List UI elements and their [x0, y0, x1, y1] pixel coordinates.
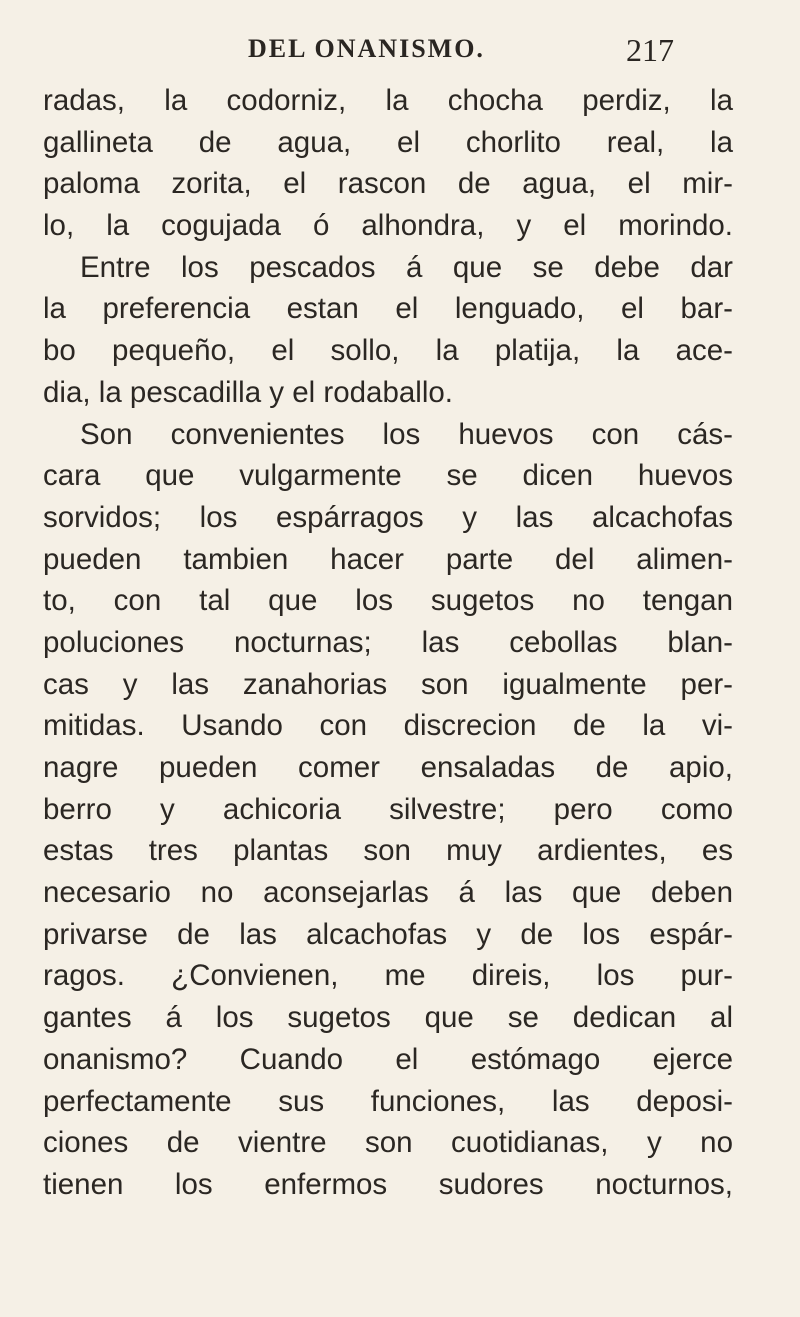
text-line: cas y las zanahorias son igualmente per-	[43, 667, 733, 701]
text-line: pueden tambien hacer parte del alimen-	[43, 542, 733, 576]
text-line: gantes á los sugetos que se dedican al	[43, 1001, 733, 1035]
text-line: bo pequeño, el sollo, la platija, la ace-	[43, 334, 733, 368]
text-line: dia, la pescadilla y el rodaballo.	[43, 375, 453, 409]
text-line: privarse de las alcachofas y de los espár-	[43, 917, 733, 951]
text-line: to, con tal que los sugetos no tengan	[43, 584, 733, 618]
text-line: Entre los pescados á que se debe dar	[80, 250, 733, 284]
text-line: mitidas. Usando con discrecion de la vi-	[43, 709, 733, 743]
text-line: necesario no aconsejarlas á las que deben	[43, 876, 733, 910]
text-line: paloma zorita, el rascon de agua, el mir-	[43, 167, 733, 201]
page-header	[0, 30, 800, 74]
text-line: gallineta de agua, el chorlito real, la	[43, 125, 733, 159]
text-line: perfectamente sus funciones, las deposi-	[43, 1084, 733, 1118]
text-line: tienen los enfermos sudores nocturnos,	[43, 1167, 733, 1201]
text-line: ciones de vientre son cuotidianas, y no	[43, 1126, 733, 1160]
text-line: berro y achicoria silvestre; pero como	[43, 792, 733, 826]
text-line: la preferencia estan el lenguado, el bar-	[43, 292, 733, 326]
text-line: nagre pueden comer ensaladas de apio,	[43, 751, 733, 784]
text-line: estas tres plantas son muy ardientes, es	[43, 834, 733, 868]
text-line: cara que vulgarmente se dicen huevos	[43, 459, 733, 493]
text-line: onanismo? Cuando el estómago ejerce	[43, 1042, 733, 1076]
text-line: lo, la cogujada ó alhondra, y el morindo.	[43, 209, 733, 243]
running-head: DEL ONANISMO.	[248, 34, 485, 63]
body-text	[43, 80, 733, 1206]
text-line: Son convenientes los huevos con cás-	[80, 417, 733, 451]
text-line: ragos. ¿Convienen, me direis, los pur-	[43, 959, 733, 993]
page-number: 217	[626, 32, 674, 68]
text-line: poluciones nocturnas; las cebollas blan-	[43, 625, 733, 659]
text-line: radas, la codorniz, la chocha perdiz, la	[43, 84, 733, 117]
text-line: sorvidos; los espárragos y las alcachofas	[43, 500, 733, 534]
